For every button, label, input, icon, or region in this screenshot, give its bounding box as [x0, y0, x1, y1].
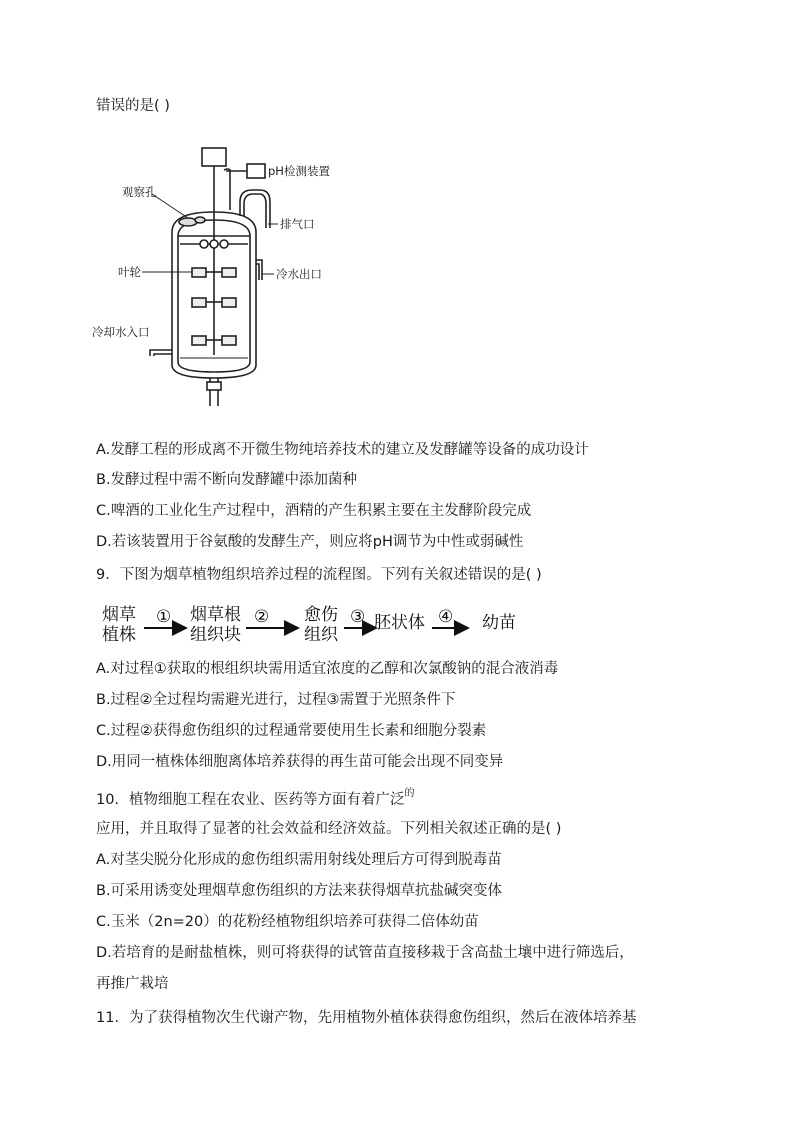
flow-node-root-tissue-1: 烟草根: [190, 605, 241, 625]
q9-option-c: C.过程②获得愈伤组织的过程通常要使用生长素和细胞分裂素: [96, 723, 487, 739]
q10-option-b: B.可采用诱变处理烟草愈伤组织的方法来获得烟草抗盐碱突变体: [96, 883, 503, 899]
q8-option-a: A.发酵工程的形成离不开微生物纯培养技术的建立及发酵罐等设备的成功设计: [96, 442, 589, 458]
flow-step-2: ②: [254, 607, 270, 627]
q8-option-b: B.发酵过程中需不断向发酵罐中添加菌种: [96, 472, 358, 488]
flow-step-3: ③: [350, 607, 366, 627]
q8-option-c: C.啤酒的工业化生产过程中，酒精的产生积累主要在主发酵阶段完成: [96, 503, 532, 519]
q10-stem-superscript: 的: [404, 788, 415, 799]
q9-option-d: D.用同一植株体细胞离体培养获得的再生苗可能会出现不同变异: [96, 754, 504, 770]
flow-step-1: ①: [156, 607, 172, 627]
q10-option-d: D.若培育的是耐盐植株，则可将获得的试管苗直接移栽于含高盐土壤中进行筛选后，: [96, 945, 634, 961]
flow-node-root-tissue-2: 组织块: [190, 625, 241, 645]
q10-option-a: A.对茎尖脱分化形成的愈伤组织需用射线处理后方可得到脱毒苗: [96, 852, 502, 868]
flow-node-tobacco-plant-1: 烟草: [102, 605, 136, 625]
fermenter-diagram: [90, 140, 370, 415]
q11-stem: 11．为了获得植物次生代谢产物，先用植物外植体获得愈伤组织，然后在液体培养基: [96, 1010, 637, 1026]
q10-option-c: C.玉米（2n=20）的花粉经植物组织培养可获得二倍体幼苗: [96, 914, 479, 930]
flow-step-4: ④: [438, 607, 454, 627]
q9-option-b: B.过程②全过程均需避光进行，过程③需置于光照条件下: [96, 692, 456, 708]
q9-stem: 9．下图为烟草植物组织培养过程的流程图。下列有关叙述错误的是( ): [96, 567, 542, 583]
flow-node-tobacco-plant-2: 植株: [102, 625, 136, 645]
label-cooling-water-inlet: 冷却水入口: [92, 325, 150, 339]
flow-node-embryoid: 胚状体: [374, 613, 425, 633]
label-ph-device: pH检测装置: [268, 164, 330, 178]
label-observation-hole: 观察孔: [122, 185, 157, 199]
flow-node-callus-1: 愈伤: [304, 605, 338, 625]
q10-stem-line2: 应用，并且取得了显著的社会效益和经济效益。下列相关叙述正确的是( ): [96, 821, 562, 837]
tissue-culture-flowchart: [98, 600, 538, 648]
label-exhaust: 排气口: [280, 217, 315, 231]
q8-stem-tail: 错误的是( ): [96, 98, 170, 114]
q9-option-a: A.对过程①获取的根组织块需用适宜浓度的乙醇和次氯酸钠的混合液消毒: [96, 661, 559, 677]
label-impeller: 叶轮: [118, 265, 141, 279]
label-cold-water-outlet: 冷水出口: [276, 267, 322, 281]
q10-option-d-cont: 再推广栽培: [96, 976, 169, 992]
flow-node-callus-2: 组织: [304, 625, 338, 645]
q8-option-d: D.若该装置用于谷氨酸的发酵生产，则应将pH调节为中性或弱碱性: [96, 534, 524, 550]
q10-stem-line1: [96, 786, 414, 810]
q10-stem-text: 10．植物细胞工程在农业、医药等方面有着广泛: [96, 791, 405, 808]
flow-node-seedling: 幼苗: [482, 613, 516, 633]
